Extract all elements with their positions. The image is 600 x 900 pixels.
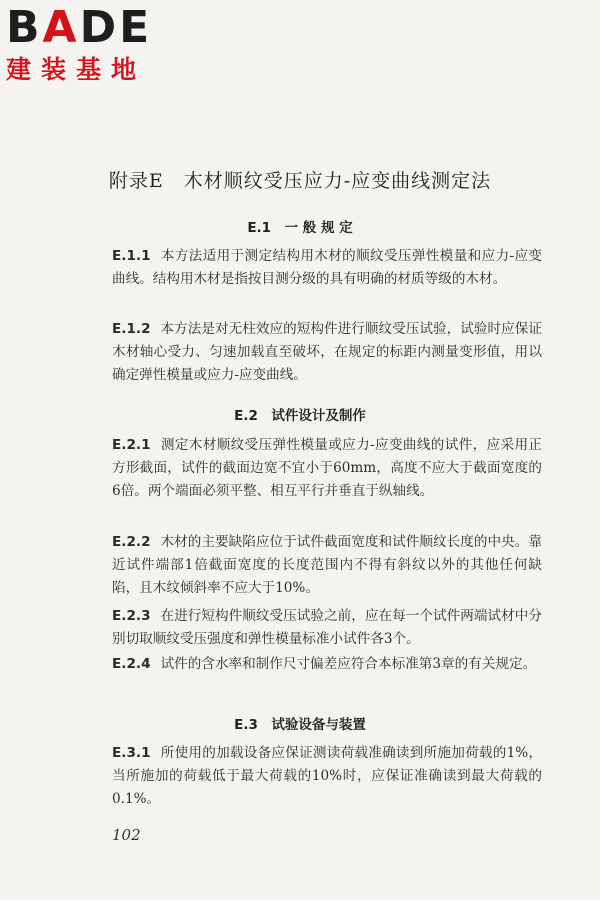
clause-text: 测定木材顺纹受压弹性模量或应力-应变曲线的试件，应采用正方形截面，试件的截面边宽不宜小于60mm，高度不应大于截面宽度的6倍。两个端面必须平整、相互平行并垂直于纵轴线。 xyxy=(112,437,542,499)
logo xyxy=(6,4,181,86)
clause-e-2-4 xyxy=(112,653,542,676)
logo-subtitle: 建装基地 xyxy=(6,55,147,84)
clause-number: E.2.4 xyxy=(112,656,151,672)
clause-number: E.1.2 xyxy=(112,321,151,337)
appendix-title: 附录E 木材顺纹受压应力-应变曲线测定法 xyxy=(108,170,492,192)
clause-e-3-1 xyxy=(112,742,542,811)
clause-text: 本方法是对无柱效应的短构件进行顺纹受压试验，试验时应保证木材轴心受力、匀速加载直至破坏，在规定的标距内测量变形值，用以确定弹性模量或应力-应变曲线。 xyxy=(112,321,542,383)
clause-e-2-2 xyxy=(112,531,542,600)
logo-wordmark: BADE xyxy=(6,2,153,53)
clause-text: 本方法适用于测定结构用木材的顺纹受压弹性模量和应力-应变曲线。结构用木材是指按目测分级的具有明确的材质等级的木材。 xyxy=(112,248,542,287)
clause-number: E.2.1 xyxy=(112,437,151,453)
clause-number: E.3.1 xyxy=(112,745,151,761)
clause-number: E.1.1 xyxy=(112,248,151,264)
clause-number: E.2.3 xyxy=(112,608,151,624)
clause-text: 在进行短构件顺纹受压试验之前，应在每一个试件两端试材中分别切取顺纹受压强度和弹性模量标准小试件各3个。 xyxy=(112,608,542,647)
section-heading-e2: E.2 试件设计及制作 xyxy=(234,408,366,424)
clause-e-2-1 xyxy=(112,434,542,503)
clause-e-1-1 xyxy=(112,245,542,291)
clause-number: E.2.2 xyxy=(112,534,151,550)
clause-e-1-2 xyxy=(112,318,542,387)
section-heading-e1: E.1 一 般 规 定 xyxy=(247,220,353,236)
section-heading-e3: E.3 试验设备与装置 xyxy=(234,717,366,733)
clause-e-2-3 xyxy=(112,605,542,651)
clause-text: 所使用的加载设备应保证测读荷载准确读到所施加荷载的1%，当所施加的荷载低于最大荷载的10%时，应保证准确读到最大荷载的0.1%。 xyxy=(112,745,542,807)
clause-text: 试件的含水率和制作尺寸偏差应符合本标准第3章的有关规定。 xyxy=(160,656,537,672)
clause-text: 木材的主要缺陷应位于试件截面宽度和试件顺纹长度的中央。靠近试件端部1倍截面宽度的长度范围内不得有斜纹以外的其他任何缺陷，且木纹倾斜率不应大于10%。 xyxy=(112,534,542,596)
page-number: 102 xyxy=(112,826,141,844)
